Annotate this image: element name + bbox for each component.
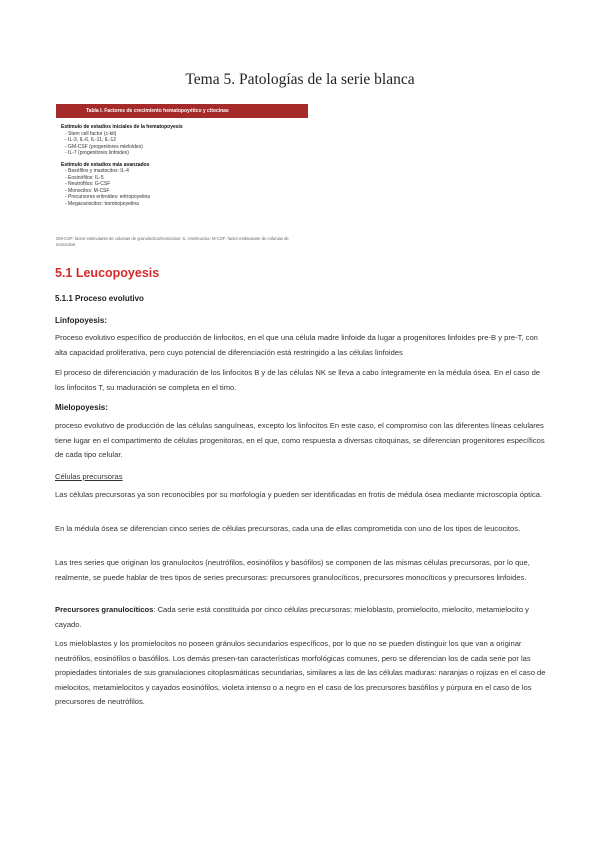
paragraph-granulociticos — [55, 603, 551, 632]
table-footnote: GM-CSF: factor estimulante de colonias de granulocitos/monocitos; IL: interleucina; M-CSF: factor estimulante de colonias de monocitos. — [56, 236, 289, 247]
mielopoyesis-label: Mielopoyesis: — [55, 403, 108, 412]
table-item: - IL-3, IL-6, IL-11, IL-12 — [65, 137, 117, 143]
table-item: - Stem cell factor (c-kit) — [65, 130, 117, 137]
table-item: - GM-CSF (progenitores mieloides) — [65, 143, 143, 150]
paragraph: Las tres series que originan los granulocitos (neutrófilos, eosinófilos y basófilos) se componen de las mismas células precursoras, por lo que, realmente, se puede hablar de tres tipos de series precursoras: precursores granulocíticos, precursores monocíticos y precursores linfoides. — [55, 558, 530, 582]
table-item: - Eosinófilos: IL-5 — [65, 174, 104, 181]
paragraph: Las células precursoras ya son reconocibles por su morfología y pueden ser identificadas en frotis de médula ósea mediante microscopía óptica. — [55, 490, 543, 499]
table-item: - Monocitos: M-CSF — [65, 187, 110, 194]
page-title: Tema 5. Patologías de la serie blanca — [185, 71, 415, 88]
table-item: - IL-7 (progenitores linfoides) — [65, 150, 129, 156]
paragraph: Proceso evolutivo específico de producción de linfocitos, en el que una célula madre linfoide da lugar a progenitores linfoides pre-B y pre-T, con alta capacidad proliferativa, pero cuyo potencial de diferenciación está restringido a las células linfoides — [55, 333, 538, 357]
linfopoyesis-label: Linfopoyesis: — [55, 316, 108, 325]
precursoras-label: Células precursoras — [55, 472, 123, 481]
section-heading: 5.1 Leucopoyesis — [55, 266, 160, 280]
table-body — [56, 118, 308, 207]
table-item: - Megacariocitos: trombopoyetina — [65, 200, 139, 207]
granulociticos-text: : Cada serie está constituida por cinco células precursoras: mieloblasto, promielocito, mielocito, metamielocito y cayado. — [55, 605, 529, 629]
growth-factors-table — [56, 104, 308, 230]
paragraph: Los mieloblastos y los promielocitos no poseen gránulos secundarios específicos, por lo que no se pueden distinguir los que van a originar neutrófilos, eosinófilos o basófilos. Los demás presen-tan características morfológicas comunes, pero se diferencian los de cada serie por las propiedades tintoriales de sus granulaciones citoplasmáticas secundarias, similares a las de las células maduras: naranjas o rojizas en el caso de mielocitos, metamielocitos y cayados eosinófilos, violeta intenso o a negro en el caso de los precursores basófilos y púrpura en el caso de los precursores de neutrófilos. — [55, 639, 546, 706]
paragraph: En la médula ósea se diferencian cinco series de células precursoras, cada una de ellas comprometida con uno de los tipos de leucocitos. — [55, 524, 521, 533]
table-item: - Basófilos y mastocitos: IL-4 — [65, 168, 129, 174]
table-group-title: Estímulo de estadios más avanzados — [61, 161, 150, 168]
table-header: Tabla I. Factores de crecimiento hematopoyético y citocinas — [56, 104, 308, 118]
table-item: - Precursores eritroides: eritropoyetina — [65, 194, 151, 200]
paragraph: proceso evolutivo de producción de las células sanguíneas, excepto los linfocitos En este caso, el compromiso con las diferentes líneas celulares tiene lugar en el compartimento de células progenitoras, en el que, como respuesta a diversas citoquinas, se diferencian progenitores específicos de cada tipo celular. — [55, 421, 545, 459]
paragraph: El proceso de diferenciación y maduración de los linfocitos B y de las células NK se lleva a cabo íntegramente en la médula ósea. En el caso de los linfocitos T, su maduración se completa en el timo. — [55, 368, 541, 392]
table-item: - Neutrófilos: G-CSF — [65, 181, 111, 187]
subsection-heading: 5.1.1 Proceso evolutivo — [55, 294, 144, 303]
table-group-title: Estímulo de estadios iniciales de la hematopoyesis — [61, 124, 183, 130]
granulociticos-label: Precursores granulocíticos — [55, 605, 154, 614]
